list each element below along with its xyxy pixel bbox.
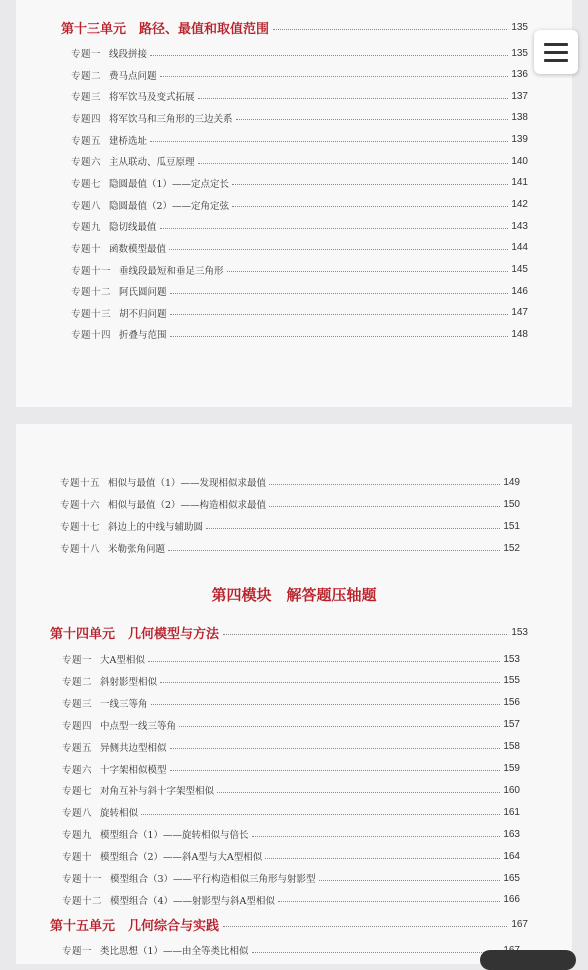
toc-entry[interactable] [71, 173, 528, 193]
page-number: 137 [511, 90, 528, 102]
page-number: 135 [511, 21, 528, 33]
leader-dots [150, 55, 508, 56]
topic-number: 专题十三 [71, 308, 112, 320]
toc-entry[interactable] [60, 538, 520, 558]
page-number: 150 [503, 498, 520, 510]
topic-number: 专题九 [71, 222, 102, 234]
toc-entry[interactable] [71, 43, 528, 63]
topic-number: 专题十 [71, 243, 102, 255]
topic-title: 建桥选址 [109, 135, 148, 147]
toc-entry[interactable] [60, 472, 520, 492]
leader-dots [170, 293, 509, 294]
topic-title: 折叠与范围 [119, 330, 167, 342]
toc-entry[interactable] [62, 802, 520, 822]
toc-entry[interactable] [62, 780, 520, 800]
page-number: 149 [503, 476, 520, 488]
topic-title: 费马点问题 [109, 70, 157, 82]
topic-title: 旋转相似 [100, 808, 139, 820]
page-number: 157 [503, 719, 520, 731]
page-number: 158 [503, 741, 520, 753]
page-number: 166 [503, 894, 520, 906]
toc-entry[interactable] [62, 846, 520, 866]
page-number: 136 [511, 69, 528, 81]
leader-dots [170, 770, 501, 771]
unit-title: 第十五单元 几何综合与实践 [50, 918, 220, 934]
leader-dots [265, 858, 500, 859]
toc-entry[interactable] [71, 216, 528, 236]
topic-number: 专题八 [71, 200, 102, 212]
leader-dots [151, 704, 501, 705]
page-number: 145 [511, 264, 528, 275]
topic-number: 专题三 [62, 698, 93, 710]
page-number: 138 [511, 112, 528, 124]
page-number: 153 [503, 653, 520, 665]
topic-title: 隐圆最值（1）——定点定长 [109, 178, 230, 190]
page-number: 160 [503, 784, 520, 796]
toc-page-1 [16, 0, 572, 407]
unit-14-heading [50, 621, 528, 643]
toc-entry[interactable] [71, 151, 528, 171]
topic-number: 专题十一 [62, 874, 103, 885]
topic-number: 专题四 [71, 113, 102, 125]
leader-dots [148, 661, 500, 662]
unit-15-heading [50, 913, 528, 935]
toc-entry[interactable] [71, 281, 528, 301]
leader-dots [273, 29, 507, 30]
toc-entry[interactable] [62, 715, 520, 735]
leader-dots [168, 550, 500, 551]
topic-number: 专题三 [71, 92, 102, 104]
toc-entry[interactable] [71, 130, 528, 150]
page-number: 165 [503, 872, 520, 884]
leader-dots [206, 528, 500, 529]
page-number: 153 [511, 626, 528, 638]
leader-dots [160, 228, 509, 229]
leader-dots [232, 184, 508, 185]
leader-dots [141, 814, 500, 815]
leader-dots [236, 119, 509, 120]
unit-title: 第十三单元 路径、最值和取值范围 [61, 21, 270, 37]
topic-title: 隐切线最值 [109, 222, 157, 234]
toc-entry[interactable] [62, 737, 520, 757]
toc-entry[interactable] [62, 868, 520, 888]
topic-title: 垂线段最短和垂足三角形 [119, 265, 224, 277]
topic-title: 模型组合（2）——斜A型与大A型相似 [100, 852, 263, 864]
leader-dots [223, 926, 507, 927]
page-number: 148 [511, 328, 528, 340]
topic-title: 线段拼接 [109, 49, 148, 60]
leader-dots [160, 76, 509, 77]
leader-dots [170, 336, 509, 337]
leader-dots [252, 952, 501, 953]
page-number: 139 [511, 134, 528, 146]
page-number: 156 [503, 697, 520, 709]
topic-number: 专题十五 [60, 478, 101, 489]
home-indicator [480, 950, 576, 970]
topic-number: 专题一 [62, 946, 93, 957]
topic-number: 专题十二 [71, 287, 112, 299]
topic-number: 专题五 [62, 742, 93, 754]
topic-number: 专题四 [62, 720, 93, 732]
topic-number: 专题九 [62, 830, 93, 842]
topic-number: 专题七 [62, 786, 93, 798]
leader-dots [227, 271, 509, 272]
leader-dots [217, 792, 500, 793]
topic-title: 将军饮马和三角形的三边关系 [109, 113, 233, 125]
topic-title: 模型组合（3）——平行构造相似三角形与射影型 [110, 874, 316, 885]
topic-title: 大A型相似 [100, 655, 145, 666]
toc-entry[interactable] [71, 195, 528, 215]
topic-title: 类比思想（1）——由全等类比相似 [100, 946, 249, 957]
toc-page-2 [16, 424, 572, 964]
topic-number: 专题二 [71, 70, 102, 82]
page-number: 144 [511, 242, 528, 254]
leader-dots [319, 880, 501, 881]
toc-entry[interactable] [71, 324, 528, 344]
leader-dots [150, 141, 508, 142]
leader-dots [278, 901, 500, 902]
toc-entry[interactable] [71, 86, 528, 106]
toc-entry[interactable] [60, 494, 520, 514]
toc-entry[interactable] [71, 260, 528, 280]
topic-title: 相似与最值（2）——构造相似求最值 [108, 500, 267, 511]
unit-13-heading [61, 16, 528, 38]
toc-entry[interactable] [71, 65, 528, 85]
unit-title: 第十四单元 几何模型与方法 [50, 626, 220, 642]
topic-title: 对角互补与斜十字架型相似 [100, 786, 215, 798]
toc-entry[interactable] [62, 693, 520, 713]
toc-entry[interactable] [62, 759, 520, 779]
topic-number: 专题十二 [62, 895, 103, 907]
leader-dots [170, 314, 509, 315]
leader-dots [160, 682, 500, 683]
page-number: 163 [503, 828, 520, 840]
topic-title: 将军饮马及变式拓展 [109, 92, 195, 104]
page-number: 167 [511, 918, 528, 930]
module-heading: 第四模块 解答题压轴题 [211, 586, 377, 604]
topic-title: 十字架相似模型 [100, 764, 167, 776]
toc-entry[interactable] [62, 824, 520, 844]
topic-title: 相似与最值（1）——发现相似求最值 [108, 478, 267, 489]
topic-number: 专题五 [71, 135, 102, 147]
topic-title: 异侧共边型相似 [100, 742, 167, 754]
topic-number: 专题十 [62, 852, 93, 864]
topic-number: 专题六 [71, 157, 102, 169]
topic-number: 专题二 [62, 676, 93, 688]
topic-number: 专题十四 [71, 330, 112, 342]
toc-entry[interactable] [62, 890, 520, 910]
toc-entry[interactable] [60, 516, 520, 536]
leader-dots [169, 249, 508, 250]
page-number: 161 [503, 806, 520, 818]
page-number: 140 [511, 155, 528, 167]
topic-title: 一线三等角 [100, 698, 148, 710]
topic-number: 专题一 [71, 49, 102, 60]
topic-title: 隐圆最值（2）——定角定弦 [109, 200, 230, 212]
page-number: 143 [511, 220, 528, 232]
toc-entry[interactable] [62, 649, 520, 669]
toc-entry[interactable] [71, 108, 528, 128]
toc-entry[interactable] [71, 303, 528, 323]
topic-number: 专题八 [62, 808, 93, 820]
leader-dots [232, 206, 508, 207]
topic-title: 模型组合（4）——射影型与斜A型相似 [110, 895, 275, 907]
menu-button[interactable] [534, 30, 578, 74]
page-number: 151 [503, 520, 520, 532]
hamburger-menu-icon [544, 43, 568, 46]
topic-title: 函数模型最值 [109, 243, 167, 255]
topic-title: 主从联动、瓜豆原理 [109, 157, 195, 169]
toc-entry[interactable] [71, 238, 528, 258]
leader-dots [269, 506, 500, 507]
page-number: 135 [511, 47, 528, 59]
topic-number: 专题十八 [60, 544, 101, 555]
topic-title: 中点型一线三等角 [100, 720, 177, 732]
topic-title: 阿氏圆问题 [119, 287, 167, 299]
topic-title: 模型组合（1）——旋转相似与倍长 [100, 830, 249, 842]
leader-dots [269, 484, 500, 485]
topic-number: 专题十七 [60, 522, 101, 533]
toc-entry[interactable] [62, 940, 520, 960]
leader-dots [198, 98, 509, 99]
topic-number: 专题十六 [60, 500, 101, 511]
topic-title: 斜边上的中线与辅助圆 [108, 522, 204, 533]
page-number: 164 [503, 850, 520, 862]
leader-dots [198, 163, 509, 164]
leader-dots [179, 726, 500, 727]
page-number: 159 [503, 763, 520, 774]
page-number: 141 [511, 177, 528, 189]
leader-dots [223, 634, 507, 635]
hamburger-menu-icon [544, 59, 568, 62]
topic-number: 专题十一 [71, 265, 112, 277]
page-number: 155 [503, 675, 520, 687]
topic-title: 斜射影型相似 [100, 676, 158, 688]
page-number: 146 [511, 285, 528, 297]
hamburger-menu-icon [544, 51, 568, 54]
leader-dots [170, 748, 501, 749]
toc-entry[interactable] [62, 671, 520, 691]
page-number: 147 [511, 307, 528, 319]
page-number: 152 [503, 542, 520, 554]
topic-title: 米勒张角问题 [108, 544, 166, 555]
leader-dots [252, 836, 501, 837]
page-number: 142 [511, 199, 528, 211]
topic-title: 胡不归问题 [119, 308, 167, 320]
topic-number: 专题一 [62, 655, 93, 666]
topic-number: 专题六 [62, 764, 93, 776]
topic-number: 专题七 [71, 178, 102, 190]
